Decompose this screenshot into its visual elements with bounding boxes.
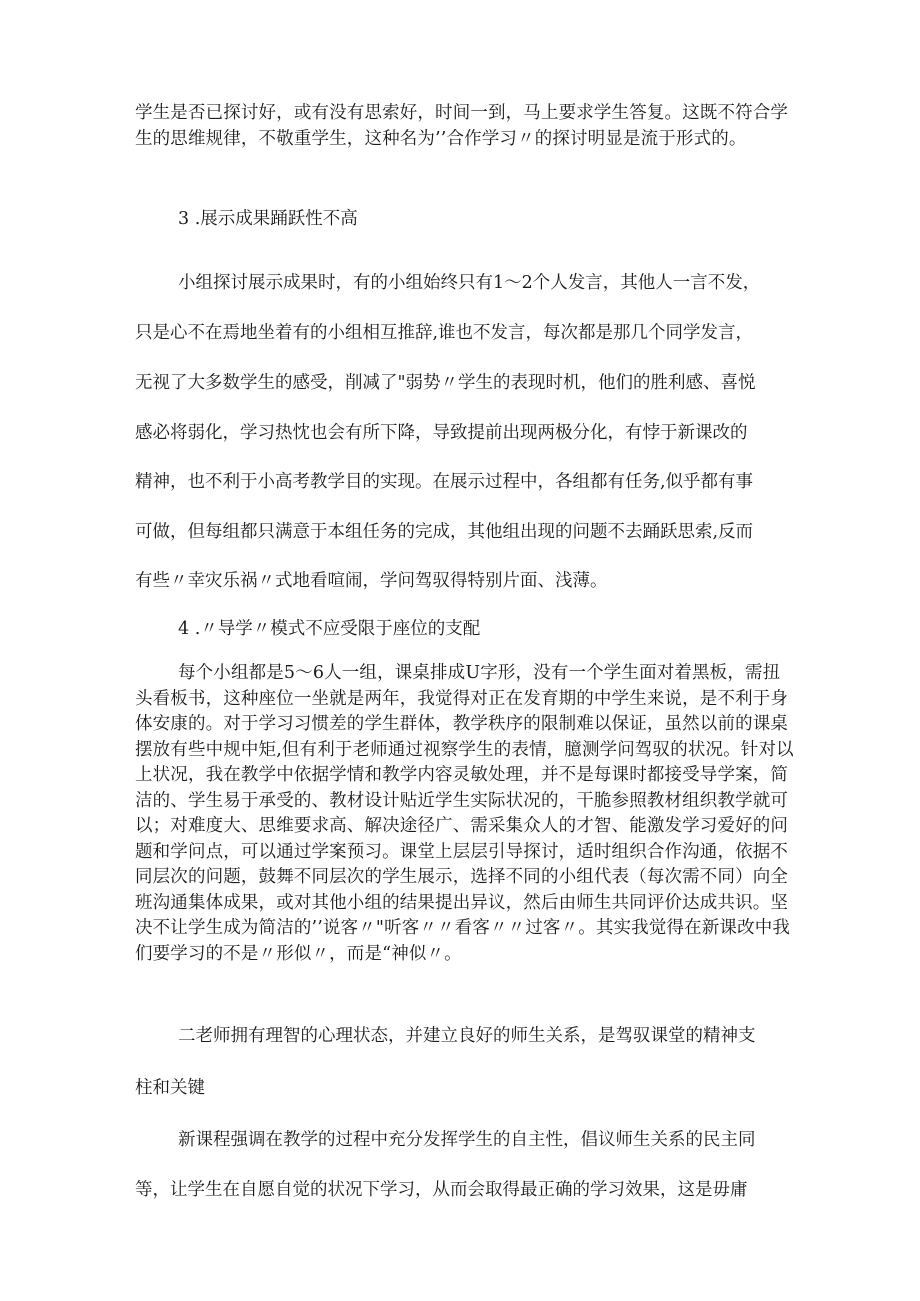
section-two-heading-line1: 二老师拥有理智的心理状态，并建立良好的师生关系，是驾驭课堂的精神支	[178, 1026, 756, 1046]
section-4-heading: 4 .〃导学〃模式不应受限于座位的支配	[178, 619, 481, 639]
section-3-line: 只是心不在焉地坐着有的小组相互推辞,谁也不发言，每次都是那几个同学发言，	[135, 323, 754, 343]
section-3-heading: 3 .展示成果踊跃性不高	[178, 209, 358, 229]
section-3-line: 感必将弱化，学习热忱也会有所下降，导致提前出现两极分化，有悖于新课改的	[135, 423, 748, 443]
section-3-line: 有些〃幸灾乐祸〃式地看喧闹，学问驾驭得特别片面、浅薄。	[135, 571, 608, 591]
section-two-heading-line2: 柱和关键	[135, 1078, 205, 1098]
section-3-line: 无视了大多数学生的感受，削减了"弱势〃学生的表现时机，他们的胜利感、喜悦	[135, 373, 756, 393]
section-3-line: 小组探讨展示成果时，有的小组始终只有1～2个人发言，其他人一言不发，	[178, 273, 761, 293]
top-paragraph: 学生是否已探讨好，或有没有思索好，时间一到，马上要求学生答复。这既不符合学生的思维规律，不敬重学生，这种名为’’合作学习〃的探讨明显是流于形式的。	[135, 103, 789, 149]
section-4-paragraph: 每个小组都是5～6人一组，课桌排成U字形，没有一个学生面对着黑板，需扭头看板书，这种座位一坐就是两年，我觉得对正在发育期的中学生来说，是不利于身体安康的。对于学习习惯差的学生群体，教学秩序的限制难以保证，虽然以前的课桌摆放有些中规中矩,但有利于老师通过视察学生的表情，臆测学问驾驭的状况。针对以上状况，我在教学中依据学情和教学内容灵敏处理，并不是每课时都接受导学案，简洁的、学生易于承受的、教材设计贴近学生实际状况的，干脆参照教材组织教学就可以；对难度大、思维要求高、解决途径广、需采集众人的才智、能激发学习爱好的问题和学问点，可以通过学案预习。课堂上层层引导探讨，适时组织合作沟通，依据不同层次的问题，鼓舞不同层次的学生展示，选择不同的小组代表（每次需不同）向全班沟通集体成果，或对其他小组的结果提出异议，然后由师生共同评价达成共识。坚决不让学生成为简洁的’’说客〃"听客〃〃看客〃〃过客〃。其实我觉得在新课改中我们要学习的不是〃形似〃，而是“神似〃。	[135, 663, 794, 964]
section-3-line: 精神，也不利于小高考教学目的实现。在展示过程中，各组都有任务,似乎都有事	[135, 472, 754, 492]
section-two-paragraph-line2: 等，让学生在自愿自觉的状况下学习，从而会取得最正确的学习效果，这是毋庸	[135, 1180, 748, 1200]
section-3-line: 可做，但每组都只满意于本组任务的完成，其他组出现的问题不去踊跃思索,反而	[135, 522, 754, 542]
section-two-paragraph-line1: 新课程强调在教学的过程中充分发挥学生的自主性，倡议师生关系的民主同	[178, 1130, 756, 1150]
